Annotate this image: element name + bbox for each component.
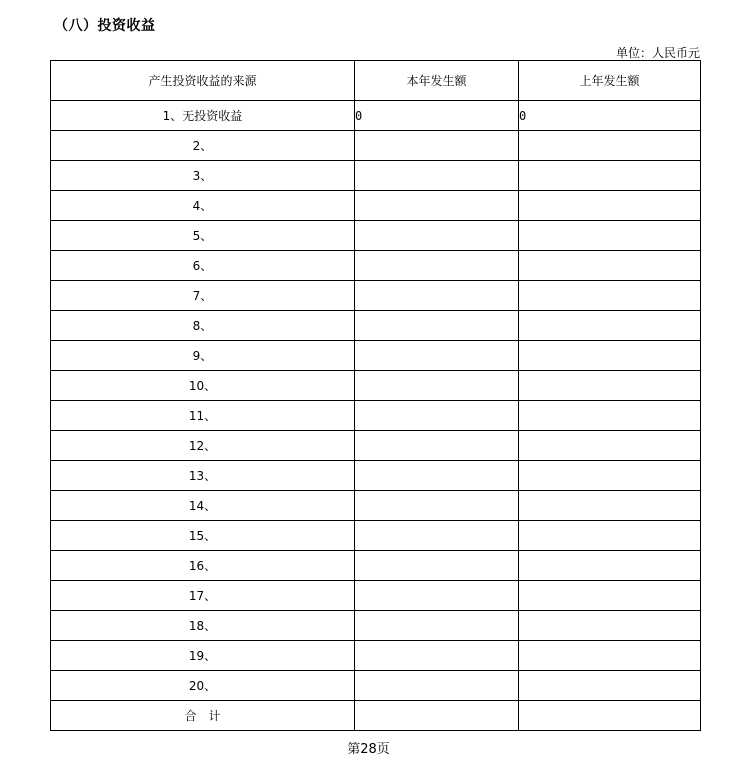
header-current-year: 本年发生额	[355, 61, 519, 101]
table-row	[51, 581, 701, 611]
previous-year-cell	[519, 131, 701, 161]
previous-year-cell	[519, 551, 701, 581]
source-cell: 3、	[51, 161, 355, 191]
current-year-cell	[355, 551, 519, 581]
source-cell: 7、	[51, 281, 355, 311]
current-year-cell	[355, 431, 519, 461]
source-cell: 18、	[51, 611, 355, 641]
previous-year-cell	[519, 611, 701, 641]
table-row	[51, 221, 701, 251]
table-row	[51, 701, 701, 731]
table-row	[51, 311, 701, 341]
previous-year-cell	[519, 221, 701, 251]
source-cell: 17、	[51, 581, 355, 611]
page-number: 第28页	[347, 742, 390, 757]
previous-year-cell	[519, 371, 701, 401]
source-cell: 11、	[51, 401, 355, 431]
current-year-cell	[355, 341, 519, 371]
previous-year-cell	[519, 281, 701, 311]
source-cell: 2、	[51, 131, 355, 161]
previous-year-cell: 0	[519, 101, 701, 131]
table-row	[51, 161, 701, 191]
section-title: （八）投资收益	[54, 18, 156, 34]
previous-year-cell	[519, 581, 701, 611]
current-year-cell	[355, 521, 519, 551]
source-cell: 5、	[51, 221, 355, 251]
current-year-cell	[355, 581, 519, 611]
current-year-cell	[355, 701, 519, 731]
table-row	[51, 671, 701, 701]
source-cell: 1、无投资收益	[51, 101, 355, 131]
previous-year-cell	[519, 431, 701, 461]
current-year-cell	[355, 251, 519, 281]
header-previous-year: 上年发生额	[519, 61, 701, 101]
table-row	[51, 551, 701, 581]
current-year-cell	[355, 191, 519, 221]
current-year-cell	[355, 491, 519, 521]
previous-year-cell	[519, 341, 701, 371]
table-row	[51, 401, 701, 431]
current-year-cell	[355, 611, 519, 641]
unit-label: 单位：人民币元	[615, 46, 700, 60]
previous-year-cell	[519, 161, 701, 191]
table-row	[51, 611, 701, 641]
source-cell: 15、	[51, 521, 355, 551]
source-cell: 13、	[51, 461, 355, 491]
previous-year-cell	[519, 641, 701, 671]
current-year-cell	[355, 161, 519, 191]
source-cell: 6、	[51, 251, 355, 281]
source-cell: 12、	[51, 431, 355, 461]
previous-year-cell	[519, 671, 701, 701]
current-year-cell	[355, 671, 519, 701]
current-year-cell	[355, 221, 519, 251]
current-year-cell	[355, 641, 519, 671]
current-year-cell	[355, 131, 519, 161]
table-row	[51, 641, 701, 671]
table-row	[51, 371, 701, 401]
table-row	[51, 251, 701, 281]
previous-year-cell	[519, 491, 701, 521]
source-cell: 10、	[51, 371, 355, 401]
previous-year-cell	[519, 191, 701, 221]
current-year-cell	[355, 371, 519, 401]
table-row	[51, 491, 701, 521]
table-row	[51, 431, 701, 461]
table-row	[51, 131, 701, 161]
previous-year-cell	[519, 521, 701, 551]
table-row	[51, 461, 701, 491]
previous-year-cell	[519, 251, 701, 281]
source-cell: 8、	[51, 311, 355, 341]
source-cell: 9、	[51, 341, 355, 371]
current-year-cell	[355, 401, 519, 431]
source-cell: 16、	[51, 551, 355, 581]
current-year-cell: 0	[355, 101, 519, 131]
source-cell: 合 计	[51, 701, 355, 731]
table-row	[51, 101, 701, 131]
previous-year-cell	[519, 701, 701, 731]
previous-year-cell	[519, 461, 701, 491]
source-cell: 20、	[51, 671, 355, 701]
source-cell: 4、	[51, 191, 355, 221]
current-year-cell	[355, 461, 519, 491]
table-row	[51, 191, 701, 221]
table-body	[51, 101, 701, 731]
table-row	[51, 281, 701, 311]
current-year-cell	[355, 281, 519, 311]
previous-year-cell	[519, 401, 701, 431]
current-year-cell	[355, 311, 519, 341]
table-row	[51, 341, 701, 371]
previous-year-cell	[519, 311, 701, 341]
table-header-row	[51, 61, 701, 101]
table-row	[51, 521, 701, 551]
source-cell: 14、	[51, 491, 355, 521]
investment-income-table	[50, 60, 701, 731]
header-source: 产生投资收益的来源	[51, 61, 355, 101]
source-cell: 19、	[51, 641, 355, 671]
